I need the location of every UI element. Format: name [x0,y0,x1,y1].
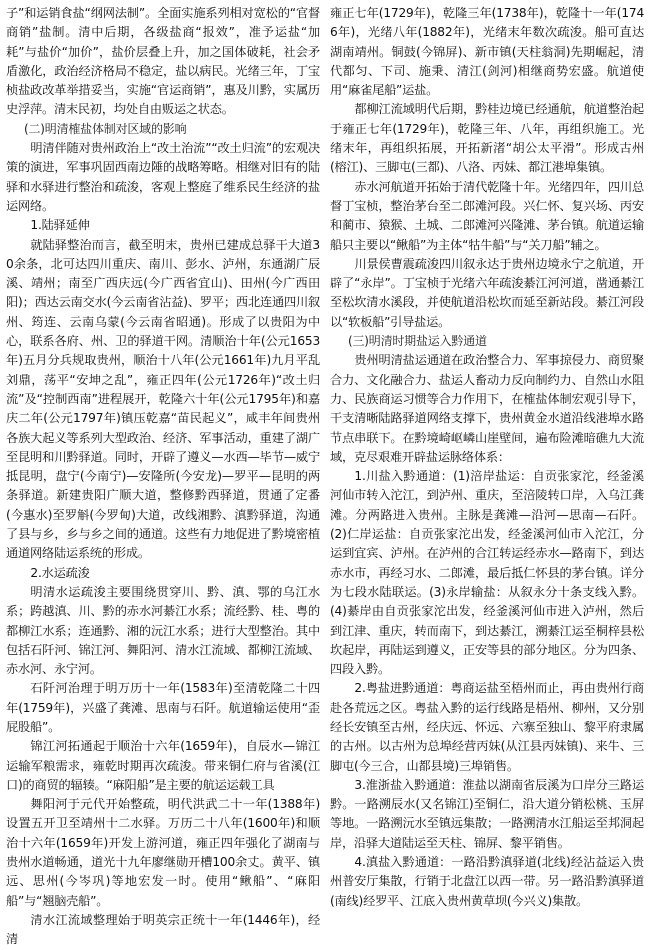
left-paragraph-8: 锦江河拓通起于顺治十六年(1659年)，自辰水—锦江运输军粮需求，雍乾时期再次疏浚。带来铜仁府与省溪(江口)的商贸的辐辏。“麻阳船”是主要的航运运载工具 [6,739,320,792]
left-paragraph-4: 就陆驿整治而言，截至明末，贵州已建成总驿干大道30余条，北可达四川重庆、南川、彭水、泸州，东通湖广辰溪、靖州；南至广西庆远(今广西省宜山)、田州(今广西田阳)；西达云南交水(今云南省沾益)、罗平；西北连通四川叙州、筠连、云南乌蒙(今云南省昭通)。形成了以贵阳为中心，联系各府、州、卫的驿道干网。清顺治十年(公元1653年)五月分兵规取贵州，顺治十八年(公元1661年)九月平乱刘鼎，荡平“安坤之乱”，雍正四年(公元1726年)“改土归流”及“控制西南”进程展开，乾隆六十年(公元1795年)和嘉庆二年(公元1797年)镇压乾嘉“苗民起义”，咸丰年间贵州各族大起义等系列大型政治、经济、军事活动，重建了湖广至昆明和川黔驿道。同时，开辟了遵义—水西—毕节—威宁抵昆明，盘宁(今南宁)—安隆所(今安龙)—罗平—昆明的两条驿道。新建贵阳广顺大道，整修黔西驿道，贯通了定番(今惠水)至罗斛(今罗甸)大道，改线湘黔、滇黔驿道，沟通了县与乡，乡与乡之间的通道。这些有力地促进了黔境密植通道网络陆运系统的形成。 [6,237,320,561]
right-paragraph-5: 贵州明清盐运通道在政治整合力、军事掠侵力、商贸聚合力、文化融合力、盐运人畜动力反向制约力、自然山水阻力、民族商运习惯等合力作用下，在榷盐体制宏观引导下，干支清晰陆路驿道网络支撑下，贵州黄金水道沿线港埠水路节点串联下。在黔境崎岖嶙山崖壁间，遍布险滩暗礁九大流域，克尽艰难开辟盐运脉络体系： [330,353,644,464]
left-paragraph-0: 子”和运销食盐“纲网法制”。全面实施系列相对宽松的“官督商销”盐制。清中后期，各级盐商“报效”，准予运盐“加耗”与盐价“加价”，盐价层叠上升，加之国体破耗，社会矛盾激化，政治经济格局不稳定，盐以病民。光绪三年，丁宝桢盐政改革举措妥当，实施“官运商销”，惠及川黔，实属历史浮萍。清末民初，均处自由贩运之状态。 [6,6,320,117]
left-subheading-3: 1.陆驿延伸 [30,218,90,233]
right-paragraph-8: 3.淮浙盐入黔通道：淮盐以湖南省辰溪为口岸分三路运黔。一路溯辰水(又名锦江)至铜仁，沿大道分销松桃、玉屏等地。一路溯沅水至镇远集散；一路溯清水江船运至邦洞起岸，沿驿大道陆运至天柱、锦屏、黎平销售。 [330,777,644,850]
right-paragraph-0: 雍正七年(1729年)，乾隆三年(1738年)，乾隆十一年(1746年)，光绪八年(1882年)，光绪末年数次疏浚。船可直达湖南靖州。铜鼓(今锦屏)、新市镇(天柱翁洞)先期崛起，清代都匀、下司、施秉、清江(剑河)相继商势宏盛。航道使用“麻雀尾船”运盐。 [330,6,644,98]
left-paragraph-6: 明清水运疏浚主要围绕贯穿川、黔、滇、鄂的乌江水系；跨越滇、川、黔的赤水河綦江水系；流经黔、桂、粤的都柳江水系；连通黔、湘的沅江水系；进行大型整治。其中包括石阡河、锦江河、舞阳河、清水江流域、都柳江流域、赤水河、永宁河。 [6,584,320,677]
right-paragraph-7: 2.粤盐进黔通道：粤商运盐至梧州而止，再由贵州行商赴各荒远之区。粤盐入黔的运行线路是梧州、柳州，又分别经长安镇至古州，经庆远、怀远、六寨至独山、黎平府隶属的古州。以古州为总埠经营丙妹(从江县丙妹镇)、来牛、三脚屯(今三合，山都县境)三埠销售。 [330,681,644,773]
right-column [330,4,644,950]
right-section-heading-4: (三)明清时期盐运入黔通道 [348,334,487,349]
right-paragraph-3: 川景侯曹震疏浚四川叙永达于贵州边境永宁之航道，开辟了“永岸”。丁宝桢于光绪六年疏浚綦江河河道，凿通綦江至松坎清水溪段，并使航道沿松坎而延至新站段。綦江河段以“软板船”引导盐运。 [330,256,644,329]
left-paragraph-2: 明清伴随对贵州政治上“改土治流”“改土归流”的宏观决策的演进，军事巩固西南边陲的战略筹略。相继对旧有的陆驿和水驿进行整治和疏浚，客观上整庭了维系民生经济的盐运网络。 [6,141,320,213]
right-paragraph-9: 4.滇盐入黔通道：一路沿黔滇驿道(北线)经沾益运入贵州普安厅集散，行销于北盘江以西一带。另一路沿黔滇驿道(南线)经罗平、江底入贵州黄草坝(今兴义)集散。 [330,855,644,908]
left-paragraph-7: 石阡河治理于明万历十一年(1583年)至清乾隆二十四年(1759年)，兴盛了龚滩、思南与石阡。航道输运使用“歪屁股船”。 [6,681,320,734]
right-paragraph-1: 都柳江流域明代后期，黔桂边境已经通航，航道整治起于雍正七年(1729年)，乾隆三年、八年，再组织施工。光绪末年，再组织拓展，开拓新渚“胡公太平滑”。形成古州(榕江)、三脚屯(三都)、八洛、丙妹、都江港埠集镇。 [330,102,644,175]
left-paragraph-9: 舞阳河于元代开始整疏，明代洪武二十一年(1388年)设置五开卫至靖州十二水驿。万历二十八年(1600年)和顺治十六年(1659年)开发上游河道，雍正四年强化了湖南与贵州水道畅通，道光十九年廖继勋开槽100余丈。黄平、镇远、思州(今岑巩)等地宏发一时。使用“鳅船”、“麻阳船”与“翘脑壳船”。 [6,797,320,908]
right-paragraph-6: 1.川盐入黔通道：(1)涪岸盐运：自贡张家沱，经釜溪河仙市转入沱江，到泸州、重庆，至涪陵转口岸，入乌江龚滩。分两路进入贵州。主脉是龚滩—沿河—思南—石阡。(2)仁岸运盐：自贡张家沱出发，经釜溪河仙市入沱江，分运到宜宾、泸州。在泸州的合江转运经赤水—路南下，到达赤水市，再经习水、二郎滩，最后抵仁怀县的茅台镇。详分为七段水陆联运。(3)永岸输盐：从叙永分十条支线入黔。(4)綦岸由自贡张家沱出发，经釜溪河仙市进入泸州，然后到江津、重庆，转而南下，到达綦江，溯綦江运至桐梓县松坎起岸，再陆运到遵义，正安等县的部分地区。分为四条、四段入黔。 [330,469,644,677]
two-column-body [6,4,644,950]
left-column [6,4,320,950]
left-paragraph-10: 清水江流域整理始于明英宗正统十一年(1446年)，经清 [6,912,320,947]
left-subheading-5: 2.水运疏浚 [30,565,90,580]
left-section-heading-1: (二)明清榷盐体制对区域的影响 [24,121,187,136]
right-paragraph-2: 赤水河航道开拓始于清代乾隆十年。光绪四年，四川总督丁宝桢，整治茅台至二郎滩河段。兴仁怀、复兴场、丙安和蔺市、猿猴、土城、二郎滩河兴隆滩、茅台镇。航道运输船只主要以“鳅船”为主体“牯牛船”与“关刀船”辅之。 [330,179,644,252]
